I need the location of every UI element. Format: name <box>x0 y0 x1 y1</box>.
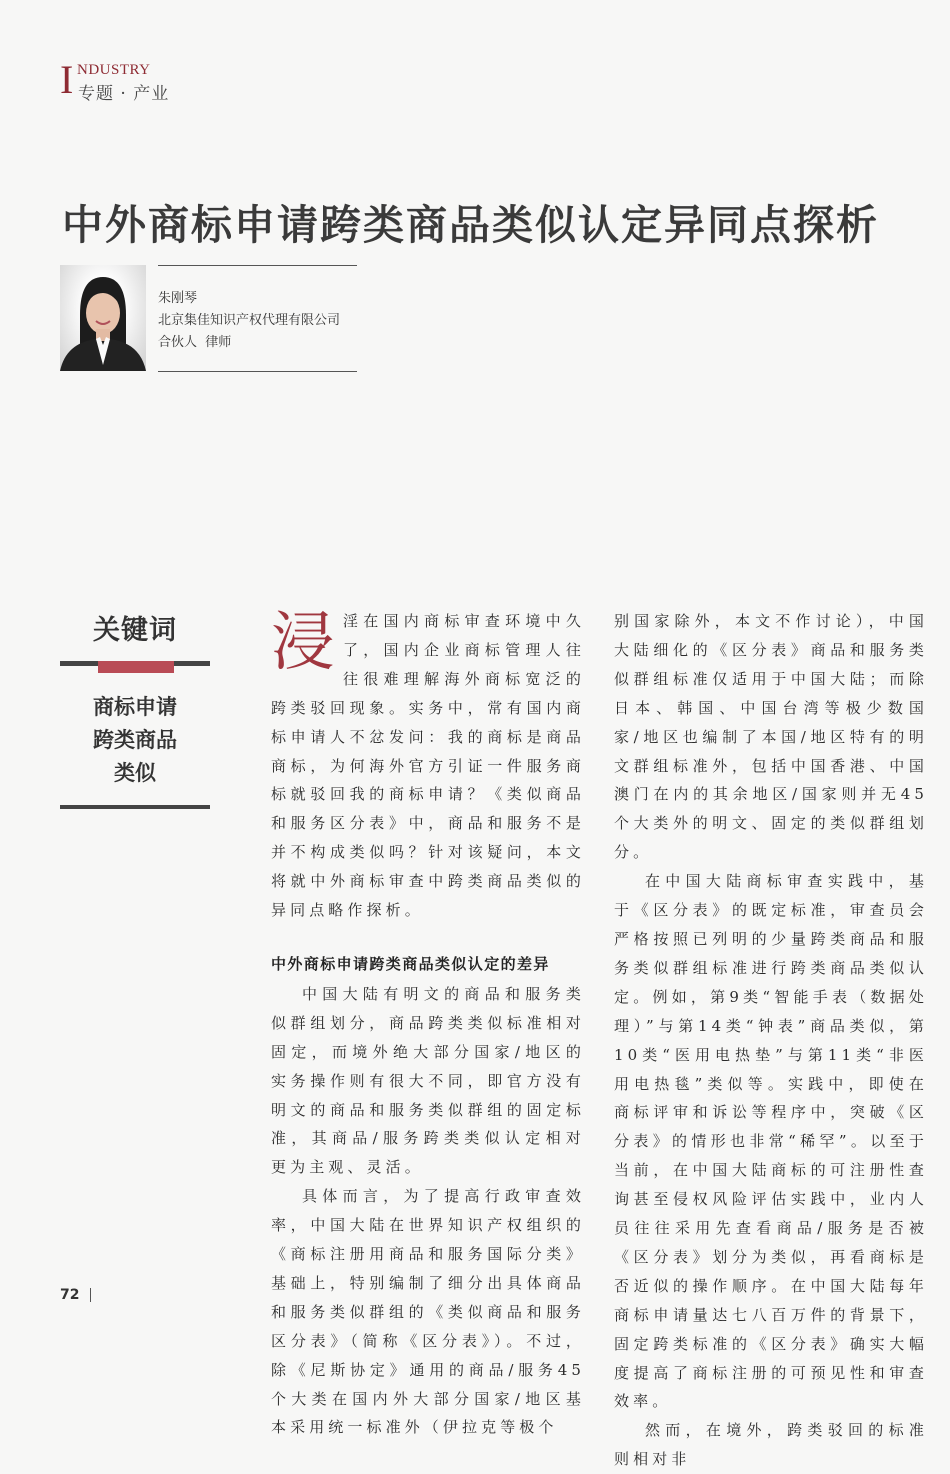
section-initial: I <box>60 57 74 102</box>
keyword: 跨类商品 <box>93 727 177 752</box>
paragraph-intro <box>271 607 585 925</box>
author-company: 北京集佳知识产权代理有限公司 <box>158 313 341 328</box>
body-column-2 <box>614 607 928 1474</box>
author-role: 合伙人 律师 <box>158 335 232 350</box>
author-photo <box>60 265 146 371</box>
keywords-bar <box>60 661 210 666</box>
keywords-bottom-bar <box>60 805 210 809</box>
author-divider-top <box>158 265 357 266</box>
paragraph: 在中国大陆商标审查实践中，基于《区分表》的既定标准，审查员会严格按照已列明的少量跨类商品和服务类似群组标准进行跨类商品类似认定。例如，第9类“智能手表（数据处理）”与第14类“钟表”商品类似，第10类“医用电热垫”与第11类“非医用电热毯”类似等。实践中，即使在商标评审和诉讼等程序中，突破《区分表》的情形也非常“稀罕”。以至于当前，在中国大陆商标的可注册性查询甚至侵权风险评估实践中，业内人员往往采用先查看商品/服务是否被《区分表》划分为类似，再看商标是否近似的操作顺序。在中国大陆每年商标申请量达七八百万件的背景下，固定跨类标准的《区分表》确实大幅度提高了商标注册的可预见性和审查效率。 <box>614 872 928 1411</box>
author-name: 朱刚琴 <box>158 291 198 306</box>
page-number: 72 <box>60 1287 80 1303</box>
drop-cap: 浸 <box>271 606 335 680</box>
section-chinese: 专题 · 产业 <box>78 84 170 104</box>
author-divider-bottom <box>158 371 357 372</box>
author-info <box>158 288 340 354</box>
article-title: 中外商标申请跨类商品类似认定异同点探析 <box>62 201 879 249</box>
page-number-separator <box>90 1288 91 1302</box>
paragraph: 中国大陆有明文的商品和服务类似群组划分，商品跨类类似标准相对固定，而境外绝大部分国家/地区的实务操作则有很大不同，即官方没有明文的商品和服务类似群组的固定标准，其商品/服务跨类类似认定相对更为主观、灵活。 <box>271 984 585 1177</box>
paragraph: 别国家除外，本文不作讨论），中国大陆细化的《区分表》商品和服务类似群组标准仅适用于中国大陆；而除日本、韩国、中国台湾等极少数国家/地区也编制了本国/地区特有的明文群组标准外，包括中国香港、中国澳门在内的其余地区/国家则并无45个大类外的明文、固定的类似群组划分。 <box>614 612 928 862</box>
keyword: 商标申请 <box>93 694 177 719</box>
paragraph-text: 淫在国内商标审查环境中久了，国内企业商标管理人往往很难理解海外商标宽泛的跨类驳回现象。实务中，常有国内商标申请人不忿发问：我的商标是商品商标，为何海外官方引证一件服务商标就驳回我的商标申请？《类似商品和服务区分表》中，商品和服务不是并不构成类似吗？针对该疑问，本文将就中外商标审查中跨类商品类似的异同点略作探析。 <box>271 612 585 920</box>
keywords-box <box>60 608 210 809</box>
paragraph: 然而，在境外，跨类驳回的标准则相对非 <box>614 1421 928 1469</box>
keyword: 类似 <box>114 760 156 785</box>
section-english: NDUSTRY <box>77 62 151 78</box>
paragraph: 具体而言，为了提高行政审查效率，中国大陆在世界知识产权组织的《商标注册用商品和服务国际分类》基础上，特别编制了细分出具体商品和服务类似群组的《类似商品和服务区分表》（简称《区分表》）。不过，除《尼斯协定》通用的商品/服务45个大类在国内外大部分国家/地区基本采用统一标准外（伊拉克等极个 <box>271 1187 585 1437</box>
body-column-1 <box>271 607 585 1442</box>
keywords-label: 关键词 <box>93 615 177 646</box>
section-heading: 中外商标申请跨类商品类似认定的差异 <box>271 954 550 973</box>
